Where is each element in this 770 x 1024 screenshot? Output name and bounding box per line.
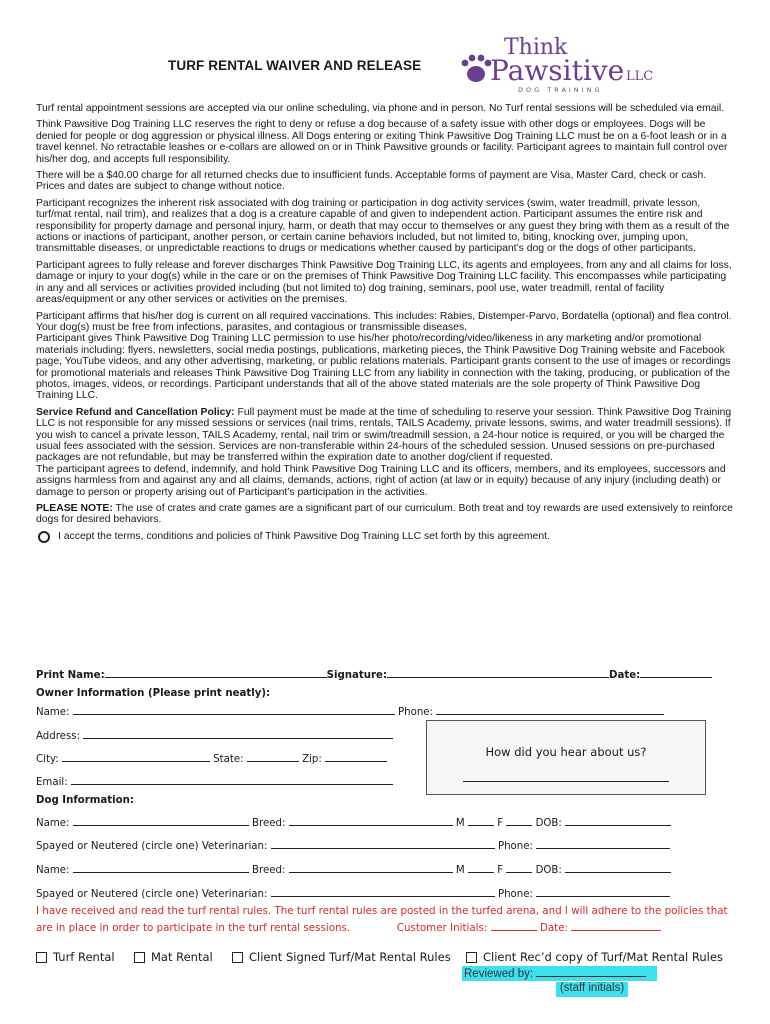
dog2-row [36,862,671,876]
dob-field[interactable] [565,862,671,873]
refund-policy-label: Service Refund and Cancellation Policy: [36,406,235,418]
breed-field[interactable] [289,815,453,826]
address-field[interactable] [83,728,393,739]
turf-rental-label: Turf Rental [53,950,115,964]
vet-phone-label: Phone: [497,889,533,900]
please-note-text: The use of crates and crate games are a significant part of our curriculum. Both treat and toy rewards are used extensively to reinforce dogs for desired behaviors. [36,503,733,526]
dog-heading: Dog Information: [36,795,134,806]
vet-phone-label: Phone: [497,841,533,852]
logo-line1: Think [504,35,568,60]
logo-tagline: DOG TRAINING [518,86,603,94]
turf-rental-checkbox[interactable] [36,952,47,963]
terms-paragraph: The participant agrees to defend, indemnify, and hold Think Pawsitive Dog Training LLC and its officers, members, and its employees, successors and assigns harmless from and against any and all claims, demands, actions, right of action (at law or in equity) because of any injury (including death) or damage to person or property arising out of Participant’s participation in the activities. [36,463,726,498]
owner-heading: Owner Information (Please print neatly): [36,688,271,699]
vet-field[interactable] [271,838,495,849]
sex-m-label: M [455,865,465,876]
mat-rental-checkbox[interactable] [134,952,145,963]
owner-name-label: Name: [36,707,70,718]
dob-field[interactable] [565,815,671,826]
think-pawsitive-logo [446,30,666,100]
date-field[interactable] [640,667,712,678]
turf-rental-option[interactable] [36,950,115,964]
date-label: Date: [609,670,641,681]
notice-date-label: Date: [539,922,569,934]
dob-label: DOB: [535,865,562,876]
sex-f-field[interactable] [506,862,532,873]
vet-phone-field[interactable] [536,886,670,897]
terms-paragraph: There will be a $40.00 charge for all returned checks due to insufficient funds. Acceptable forms of payment are Visa, Master Card, check or cash. Prices and dates are subject to change without notice. [36,170,707,193]
please-note-label: PLEASE NOTE: [36,503,113,514]
signature-field[interactable] [387,667,609,678]
sex-m-label: M [455,818,465,829]
terms-paragraph: Think Pawsitive Dog Training LLC reserves the right to deny or refuse a dog because of a safety issue with other dogs or employees. Dogs will be denied for people or dog aggression or physical illness. All Dogs entering or exiting Think Pawsitive Dog Training LLC must be on a 6-foot leash or in a travel kennel. No retractable leashes or e-collars are allowed on or in Think Pawsitive grounds or facility. Participant agrees to maintain full control over his/her dog, and accepts full responsibility. [36,119,728,165]
terms-paragraph: Participant agrees to fully release and forever discharges Think Pawsitive Dog Training LLC, its agents and employees, from any and all claims for loss, damage or injury to your dog(s) while in the care or on the premises of Think Pawsitive Dog Training LLC facility. This encompasses while participating in any and all services or activities provided including (but not limited to) dog training, seminars, pool use, water treadmill, rental of facility areas/equipment or any other services or activities on the premises. [36,259,732,306]
dog-name-field[interactable] [73,862,249,873]
city-row [36,751,387,765]
breed-label: Breed: [252,818,286,829]
address-label: Address: [36,731,81,742]
print-name-label: Print Name: [36,670,105,681]
refund-policy-text: Full payment must be made at the time of scheduling to reserve your session. Think Pawsitive Dog Training LLC is not responsible for any missed sessions or services (nail trims, rentals, TAILS Academy, private lessons, swims, and water treadmill sessions). If you wish to cancel a private lesson, TAILS Academy, rental, nail trim or swim/treadmill session, a 24-hour notice is required, or you will be charged the usual fees associated with the session. Services are non-transferable within 24-hours of the scheduled session. Unused sessions on pre-purchased packages are not refundable, but may be transferred within the expiration date to another dog/client if requested. [36,406,732,464]
owner-phone-field[interactable] [436,704,664,715]
sex-f-label: F [497,818,504,829]
sex-m-field[interactable] [468,862,494,873]
copy-rules-checkbox[interactable] [466,952,477,963]
rules-notice-text: I have received and read the turf rental rules. The turf rental rules are posted in the turfed arena, and I will adhere to the policies that are in place in order to participate in the turf rental sessions. [36,905,728,934]
terms-paragraph: Participant affirms that his/her dog is current on all required vaccinations. This includes: Rabies, Distemper-Parvo, Bordatella (optional) and flea control. Your dog(s) must be free from infections, parasites, and contagious or transmissible diseases. [36,310,732,333]
dog1-row [36,815,671,829]
sex-f-label: F [497,865,504,876]
copy-rules-label: Client Rec’d copy of Turf/Mat Rental Rules [483,950,723,964]
referral-box [426,720,706,795]
logo-graphic [446,30,666,100]
logo-line2: Pawsitive [490,54,625,87]
sex-f-field[interactable] [506,815,532,826]
page-title: TURF RENTAL WAIVER AND RELEASE [168,58,422,73]
rules-notice [36,903,736,937]
mat-rental-label: Mat Rental [151,950,213,964]
copy-rules-option[interactable] [466,950,723,964]
customer-initials-label: Customer Initials: [396,922,488,934]
staff-initials-label: (staff initials) [556,982,628,997]
referral-question: How did you hear about us? [485,745,647,759]
referral-answer-field[interactable] [463,781,669,782]
reviewed-by-line [536,966,646,977]
signed-rules-option[interactable] [232,950,451,964]
terms-paragraph: Participant recognizes the inherent risk associated with dog training or participation in dog activity services (swim, water treadmill, private lesson, turf/mat rental, nail trim), and realizes that a dog is a creature capable of and given to independent action. Participant assumes the entire risk and responsibility for property damage and personal injury, harm, or death that may occur to themselves or any guest they bring with them as a result of the actions or inactions of participant, another person, or certain canine behaviors included, but not limited to, biting, knocking over, jumping upon, transmittable diseases, or unpredictable reactions to drugs or medications whether caused by participant’s dog or the dogs of other participants. [36,197,730,255]
signature-label: Signature: [326,670,388,681]
paw-print-icon [462,55,492,82]
reviewed-by-field[interactable] [462,966,657,981]
spayed-label: Spayed or Neutered (circle one) Veterinarian: [36,841,268,852]
breed-field[interactable] [289,862,453,873]
terms-paragraph: Turf rental appointment sessions are accepted via our online scheduling, via phone and in person. No Turf rental sessions will be scheduled via email. [36,103,725,114]
dog-name-label: Name: [36,818,70,829]
email-field[interactable] [71,774,393,785]
zip-field[interactable] [325,751,387,762]
spayed-label: Spayed or Neutered (circle one) Veterinarian: [36,889,268,900]
owner-phone-label: Phone: [398,707,433,718]
dog1-vet-row [36,838,670,852]
breed-label: Breed: [252,865,286,876]
terms-paragraph: Participant gives Think Pawsitive Dog Training LLC permission to use his/her photo/recording/video/likeness in any marketing and/or promotional materials including: flyers, newsletters, social media postings, publications, marketing pieces, the Think Pawsitive Dog Training website and Facebook page, YouTube videos, and any other advertising, marketing, or public relations materials. Participant grants consent to the use of images or recordings for promotional materials and releases Think Pawsitive Dog Training LLC from any liability in connection with the taking, producing, or publication of the photos, images, videos, or recordings. Participant understands that all of the above stated materials are the sole property of Think Pawsitive Dog Training LLC. [36,333,731,402]
email-label: Email: [36,777,68,788]
vet-field[interactable] [271,886,495,897]
sex-m-field[interactable] [468,815,494,826]
please-note-paragraph [36,503,736,526]
print-name-row [36,667,712,681]
accept-terms-row [36,531,736,543]
dog2-vet-row [36,886,670,900]
address-row [36,728,393,742]
owner-name-row [36,704,664,718]
refund-policy-paragraph [36,407,736,464]
city-label: City: [36,754,59,765]
dog-name-field[interactable] [73,815,249,826]
city-field[interactable] [62,751,210,762]
dog-name-label: Name: [36,865,70,876]
accept-terms-radio[interactable] [38,531,50,543]
customer-initials-field[interactable] [491,920,537,931]
reviewed-by-label: Reviewed by: [464,968,534,980]
signed-rules-checkbox[interactable] [232,952,243,963]
zip-label: Zip: [302,754,322,765]
print-name-field[interactable] [105,667,327,678]
state-label: State: [213,754,244,765]
logo-suffix: LLC [626,69,654,84]
mat-rental-option[interactable] [134,950,213,964]
accept-terms-label: I accept the terms, conditions and policies of Think Pawsitive Dog Training LLC set forth by this agreement. [58,531,550,543]
notice-date-field[interactable] [571,920,661,931]
signed-rules-label: Client Signed Turf/Mat Rental Rules [249,950,451,964]
vet-phone-field[interactable] [536,838,670,849]
dob-label: DOB: [535,818,562,829]
owner-name-field[interactable] [73,704,395,715]
terms-body [36,103,736,543]
state-field[interactable] [247,751,299,762]
email-row [36,774,393,788]
